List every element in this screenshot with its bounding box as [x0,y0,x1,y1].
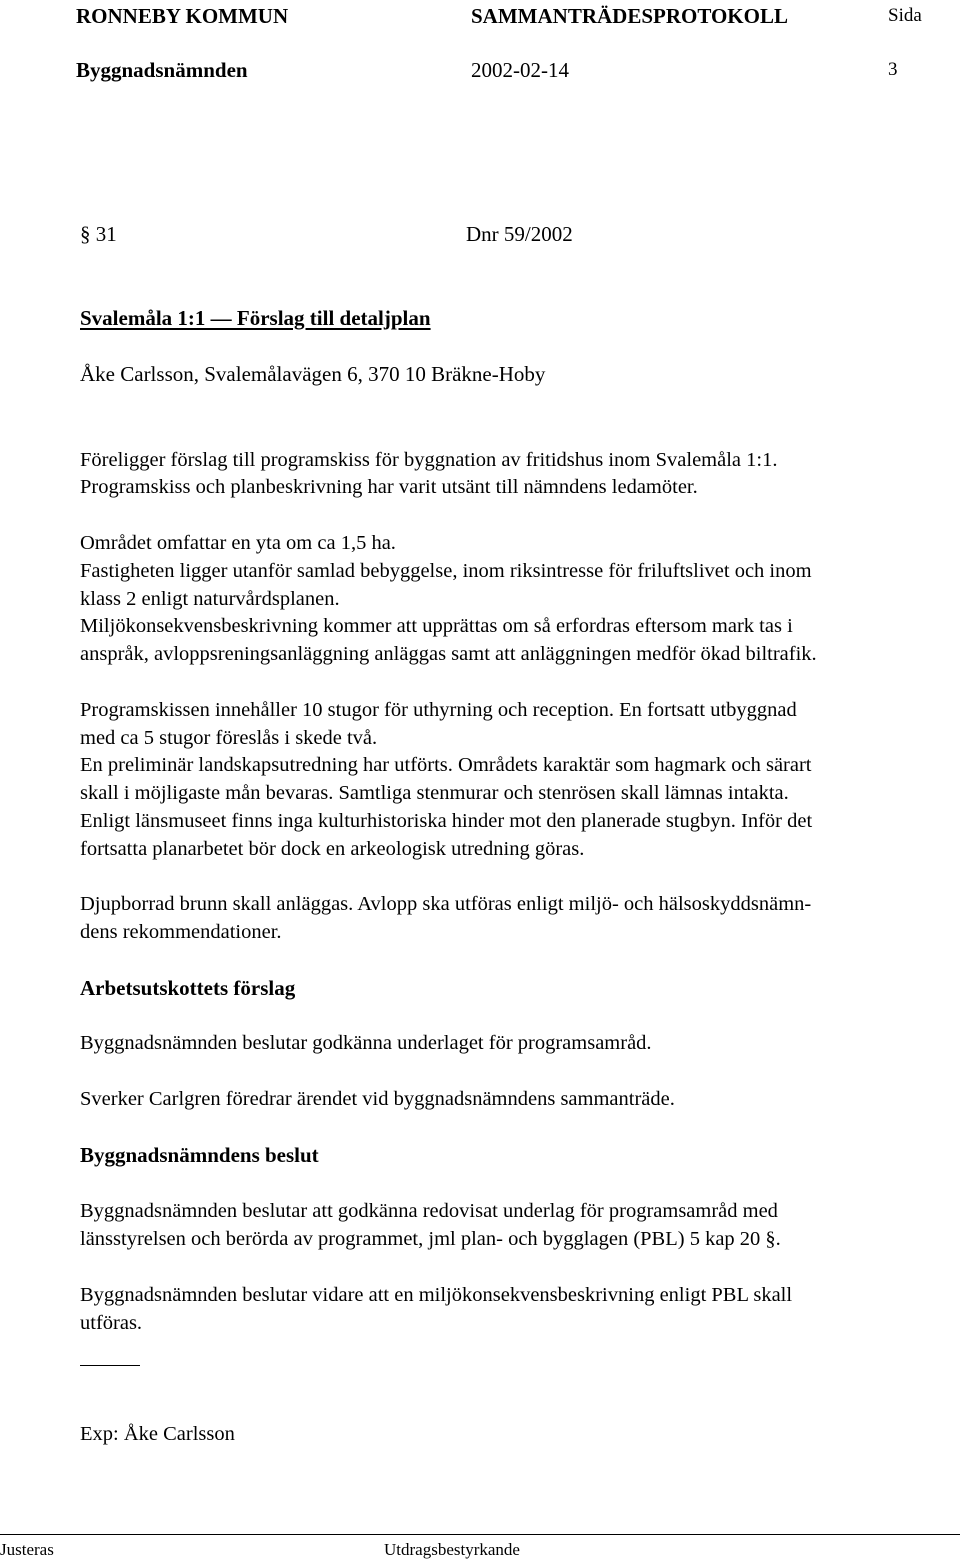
decision-line: Byggnadsnämnden beslutar vidare att en miljökonsekvensbeskrivning enligt PBL skall [80,1284,793,1306]
meeting-date: 2002-02-14 [471,58,569,82]
footer-rule [0,1534,960,1535]
item-title: Svalemåla 1:1 — Förslag till detaljplan [80,306,431,330]
separator-rule [80,1365,140,1366]
body-line: Miljökonsekvensbeskrivning kommer att upprättas om så erfordras eftersom mark tas i [80,615,793,637]
decision-line: länsstyrelsen och berörda av programmet, jml plan- och bygglagen (PBL) 5 kap 20 §. [80,1228,781,1250]
body-line: fortsatta planarbetet bör dock en arkeologisk utredning göras. [80,838,585,860]
footer-utdragsbestyrkande: Utdragsbestyrkande [384,1540,520,1559]
body-line: Enligt länsmuseet finns inga kulturhistoriska hinder mot den planerade stugbyn. Inför det [80,810,813,832]
proposal-heading: Arbetsutskottets förslag [80,976,296,1000]
footer-justeras: Justeras [0,1540,54,1559]
municipality-name: RONNEBY KOMMUN [76,4,289,28]
presentation-text: Sverker Carlgren föredrar ärendet vid byggnadsnämndens sammanträde. [80,1088,675,1110]
decision-line: utföras. [80,1312,143,1334]
decision-line: Byggnadsnämnden beslutar att godkänna redovisat underlag för programsamråd med [80,1200,778,1222]
page-number: 3 [888,59,898,80]
body-line: klass 2 enligt naturvårdsplanen. [80,588,340,610]
body-line: Djupborrad brunn skall anläggas. Avlopp ska utföras enligt miljö- och hälsoskyddsnämn- [80,893,812,915]
expedition-line: Exp: Åke Carlsson [80,1423,235,1445]
body-line: En preliminär landskapsutredning har utförts. Områdets karaktär som hagmark och särart [80,754,812,776]
body-line: Föreligger förslag till programskiss för byggnation av fritidshus inom Svalemåla 1:1. [80,449,778,471]
body-line: med ca 5 stugor föreslås i skede två. [80,727,378,749]
page-label: Sida [888,5,922,26]
board-name: Byggnadsnämnden [76,58,248,82]
body-line: dens rekommendationer. [80,921,282,943]
proposal-text: Byggnadsnämnden beslutar godkänna underlaget för programsamråd. [80,1032,652,1054]
decision-heading: Byggnadsnämndens beslut [80,1143,319,1167]
registration-number: Dnr 59/2002 [466,222,573,246]
body-line: Programskissen innehåller 10 stugor för uthyrning och reception. En fortsatt utbyggnad [80,699,797,721]
body-line: Området omfattar en yta om ca 1,5 ha. [80,532,396,554]
document-type: SAMMANTRÄDESPROTOKOLL [471,4,788,28]
body-line: Fastigheten ligger utanför samlad bebyggelse, inom riksintresse för friluftslivet och inom [80,560,812,582]
body-line: Programskiss och planbeskrivning har varit utsänt till nämndens ledamöter. [80,476,698,498]
section-number: § 31 [80,222,117,246]
applicant-line: Åke Carlsson, Svalemålavägen 6, 370 10 Bräkne-Hoby [80,362,546,386]
body-line: anspråk, avloppsreningsanläggning anläggas samt att anläggningen medför ökad biltrafik. [80,643,817,665]
body-line: skall i möjligaste mån bevaras. Samtliga stenmurar och stenrösen skall lämnas intakta. [80,782,789,804]
